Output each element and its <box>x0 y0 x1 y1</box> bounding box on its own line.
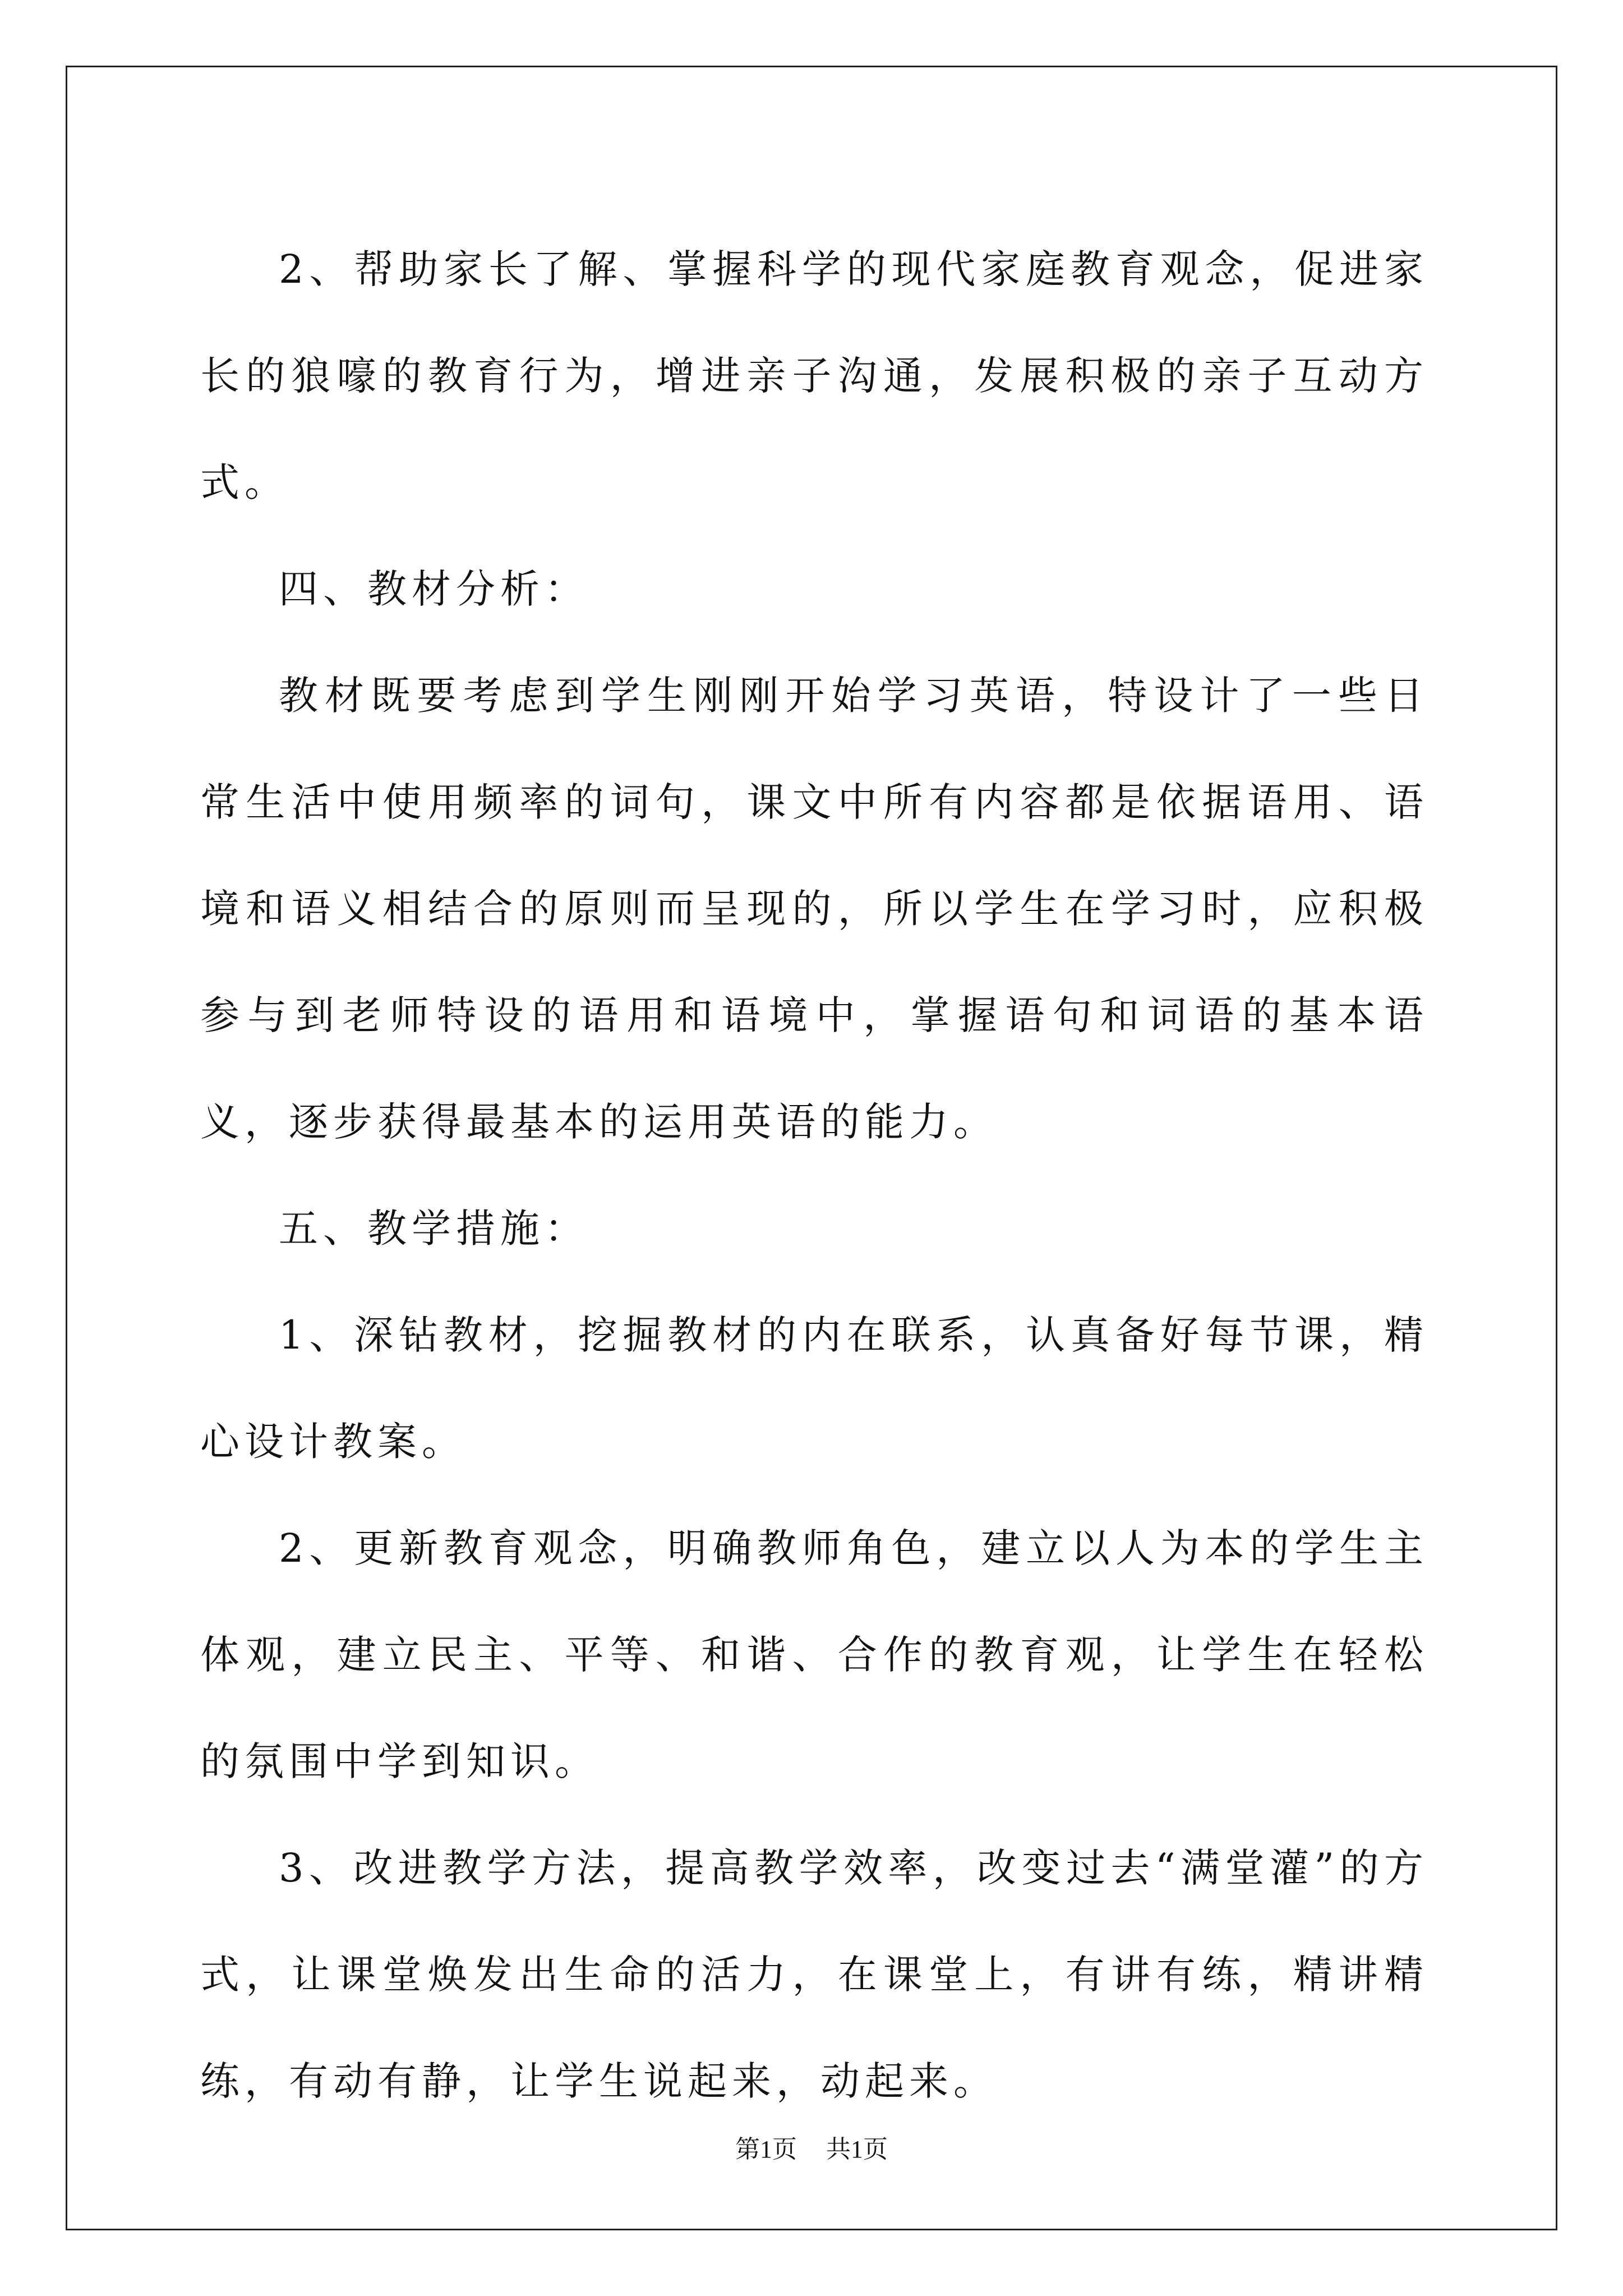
page-total: 共1页 <box>826 2136 888 2163</box>
paragraph: 1、深钻教材，挖掘教材的内在联系，认真备好每节课，精心设计教案。 <box>200 1312 1428 1465</box>
paragraph: 2、更新教育观念，明确教师角色，建立以人为本的学生主体观，建立民主、平等、和谐、合作的教育观，让学生在轻松的氛围中学到知识。 <box>200 1525 1428 1784</box>
document-body <box>200 216 1428 2134</box>
paragraph: 2、帮助家长了解、掌握科学的现代家庭教育观念，促进家长的狼嚎的教育行为，增进亲子沟通，发展积极的亲子互动方式。 <box>200 246 1428 505</box>
page-number: 第1页 <box>735 2136 797 2163</box>
paragraph: 教材既要考虑到学生刚刚开始学习英语，特设计了一些日常生活中使用频率的词句，课文中所有内容都是依据语用、语境和语义相结合的原则而呈现的，所以学生在学习时，应积极参与到老师特设的语用和语境中，掌握语句和词语的基本语义，逐步获得最基本的运用英语的能力。 <box>200 673 1428 1145</box>
paragraph: 3、改进教学方法，提高教学效率，改变过去“满堂灌”的方式，让课堂焕发出生命的活力，在课堂上，有讲有练，精讲精练，有动有静，让学生说起来，动起来。 <box>200 1845 1428 2104</box>
section-heading: 四、教材分析： <box>279 566 589 612</box>
page-footer <box>0 2133 1623 2166</box>
section-heading: 五、教学措施： <box>279 1205 589 1251</box>
